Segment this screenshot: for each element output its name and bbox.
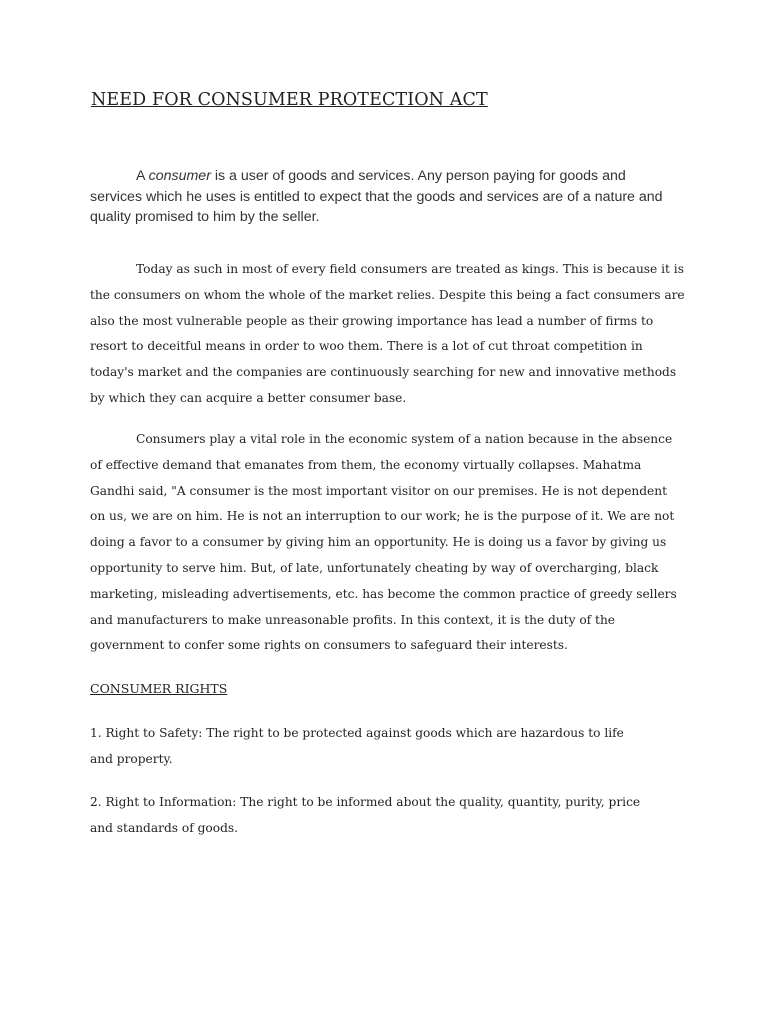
consumer-rights-heading: CONSUMER RIGHTS [90,681,228,696]
intro-paragraph [90,166,680,228]
right-item-1: 1. Right to Safety: The right to be protected against goods which are hazardous to life and property. [90,726,624,766]
body-paragraph-2-text: Consumers play a vital role in the economic system of a nation because in the absence of effective demand that emanates from them, the economy virtually collapses. Mahatma Gandhi said, "A consumer is the most important visitor on our premises. He is not dependent on us, we are on him. He is not an interruption to our work; he is the purpose of it. We are not doing a favor to a consumer by giving him an opportunity. He is doing us a favor by giving us opportunity to serve him. But, of late, unfortunately cheating by way of overcharging, black marketing, misleading advertisements, etc. has become the common practice of greedy sellers and manufacturers to make unreasonable profits. In this context, it is the duty of the government to confer some rights on consumers to safeguard their interests. [90,432,677,653]
body-paragraph-1 [90,257,685,412]
document-title: NEED FOR CONSUMER PROTECTION ACT [91,90,488,110]
intro-rest: is a user of goods and services. Any person paying for goods and services which he uses is entitled to expect that the goods and services are of a nature and quality promised to him by the seller. [90,168,663,225]
right-item-2: 2. Right to Information: The right to be informed about the quality, quantity, purity, price and standards of goods. [90,795,641,835]
body-paragraph-2 [90,427,685,659]
intro-term: consumer [148,168,211,184]
intro-lead: A [136,168,149,184]
body-paragraph-1-text: Today as such in most of every field consumers are treated as kings. This is because it is the consumers on whom the whole of the market relies. Despite this being a fact consumers are also the most vulnerable people as their growing importance has lead a number of firms to resort to deceitful means in order to woo them. There is a lot of cut throat competition in today's market and the companies are continuously searching for new and innovative methods by which they can acquire a better consumer base. [90,262,685,405]
